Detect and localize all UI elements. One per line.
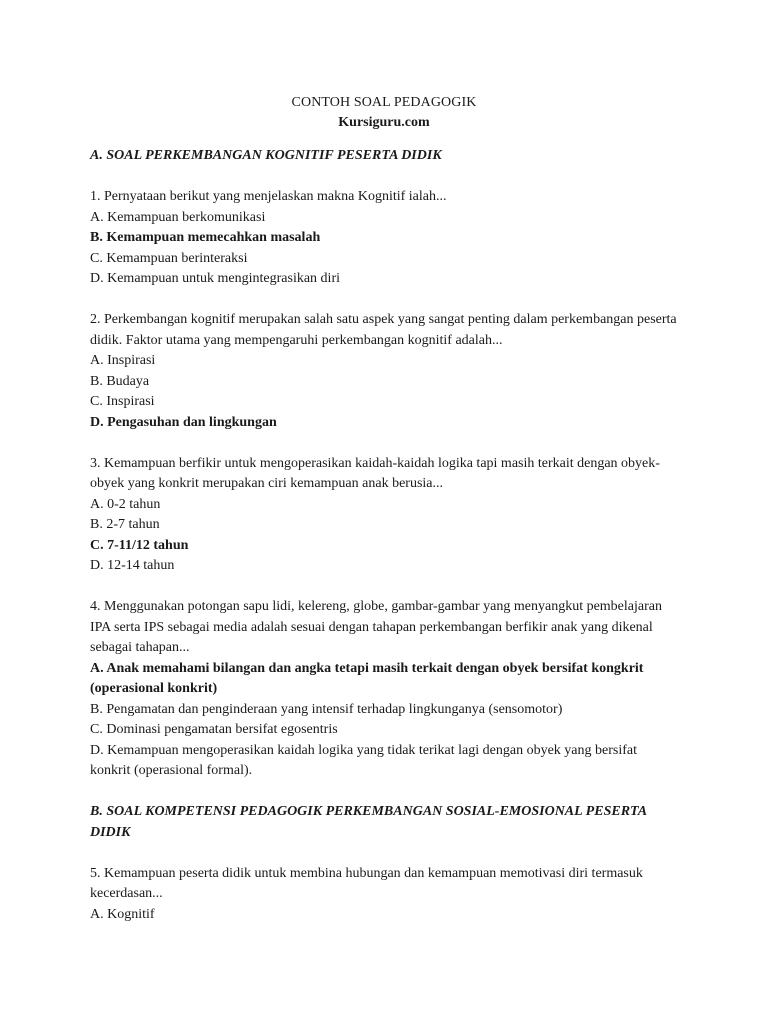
document-title: CONTOH SOAL PEDAGOGIK [291,95,477,110]
question-text: 3. Kemampuan berfikir untuk mengoperasikan kaidah-kaidah logika tapi masih terkait dengan obyek-obyek yang konkrit merupakan ciri kemampuan anak berusia... [90,455,660,491]
answer-option: A. Inspirasi [90,353,156,368]
document-content [90,146,680,925]
answer-option: A. 0-2 tahun [90,496,161,512]
answer-option-correct: A. Anak memahami bilangan dan angka tetapi masih terkait dengan obyek bersifat kongkrit (operasional konkrit) [90,660,644,696]
answer-option: B. 2-7 tahun [90,517,160,532]
section-heading: A. SOAL PERKEMBANGAN KOGNITIF PESERTA DIDIK [90,148,442,163]
answer-option: D. Kemampuan mengoperasikan kaidah logika yang tidak terikat lagi dengan obyek yang bersifat konkrit (operasional formal). [90,742,637,778]
question-text: 5. Kemampuan peserta didik untuk membina hubungan dan kemampuan memotivasi diri termasuk kecerdasan... [90,865,643,901]
answer-option: A. Kemampuan berkomunikasi [90,209,266,225]
question-text: 4. Menggunakan potongan sapu lidi, kelereng, globe, gambar-gambar yang menyangkut pembelajaran IPA serta IPS sebagai media adalah sesuai dengan tahapan perkembangan berfikir anak yang dikenal sebagai tahapan... [90,599,662,655]
answer-option: D. 12-14 tahun [90,558,175,573]
question-text: 2. Perkembangan kognitif merupakan salah satu aspek yang sangat penting dalam perkembangan peserta didik. Faktor utama yang mempengaruhi perkembangan kognitif adalah... [90,312,677,348]
answer-option: D. Kemampuan untuk mengintegrasikan diri [90,271,340,286]
document-subtitle: Kursiguru.com [338,115,430,130]
answer-option: A. Kognitif [90,906,155,922]
question-text: 1. Pernyataan berikut yang menjelaskan makna Kognitif ialah... [90,189,447,204]
answer-option-correct: B. Kemampuan memecahkan masalah [90,230,321,245]
answer-option: C. Kemampuan berinteraksi [90,250,248,266]
section-heading: B. SOAL KOMPETENSI PEDAGOGIK PERKEMBANGAN SOSIAL-EMOSIONAL PESERTA DIDIK [90,804,647,840]
answer-option: C. Inspirasi [90,394,155,409]
answer-option-correct: C. 7-11/12 tahun [90,537,189,553]
answer-option-correct: D. Pengasuhan dan lingkungan [90,414,277,430]
answer-option: B. Pengamatan dan penginderaan yang intensif terhadap lingkunganya (sensomotor) [90,701,563,717]
answer-option: B. Budaya [90,373,150,389]
answer-option: C. Dominasi pengamatan bersifat egosentris [90,722,338,737]
